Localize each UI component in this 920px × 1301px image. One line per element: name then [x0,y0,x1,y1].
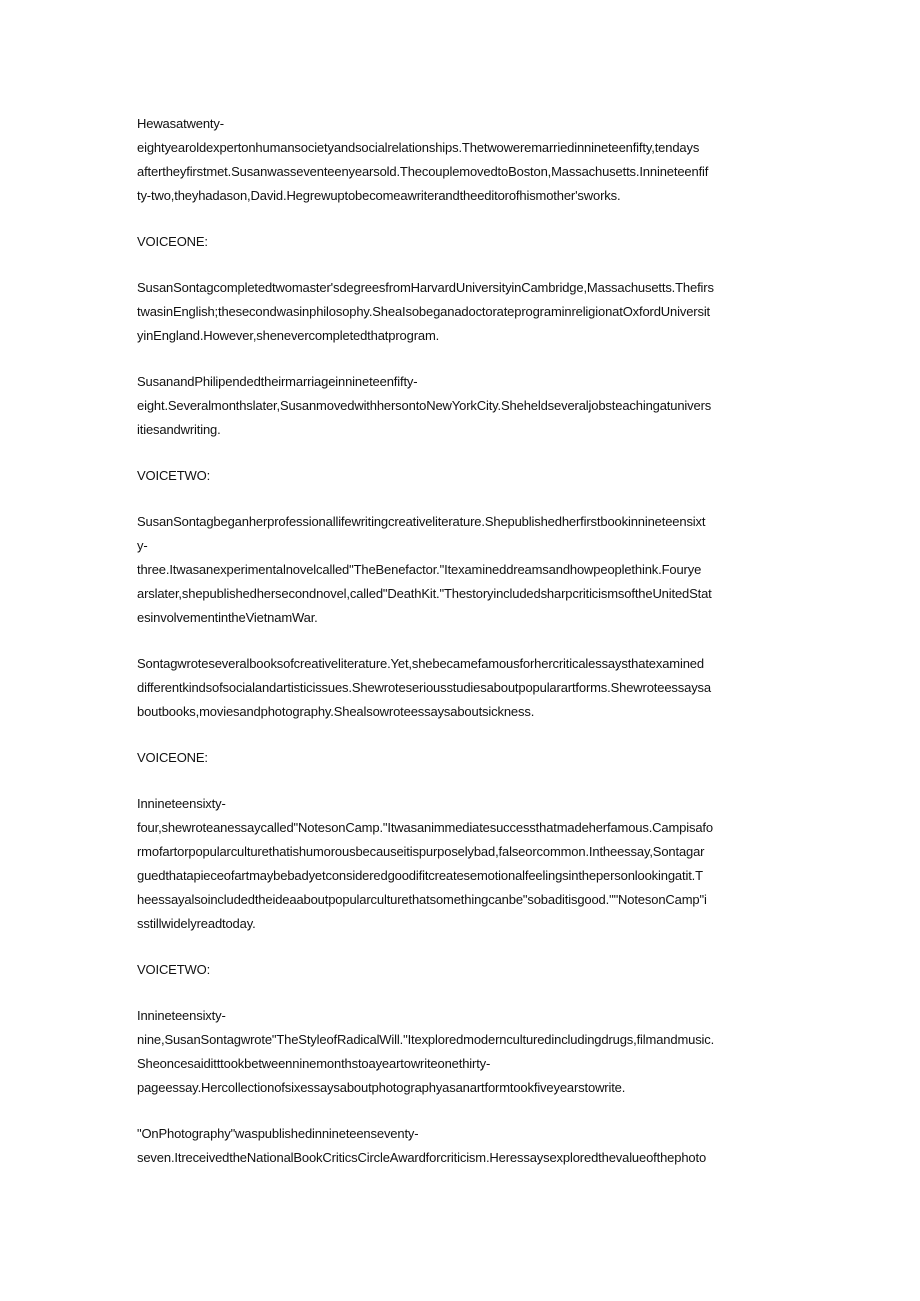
paragraph-divorce [137,370,787,442]
speaker-label-voice-two [137,464,787,488]
text-line: pageessay.Hercollectionofsixessaysaboutphotographyasanartformtookfiveyearstowrite. [137,1080,626,1095]
speaker-label-voice-one [137,230,787,254]
paragraph-marriage [137,112,787,208]
paragraph-degrees [137,276,787,348]
text-line: ty-two,theyhadason,David.Hegrewuptobecomeawriterandtheeditorofhismother'sworks. [137,188,621,203]
text-line: Sheoncesaiditttookbetweenninemonthstoayeartowriteonethirty- [137,1056,491,1071]
text-line: guedthatapieceofartmaybebadyetconsideredgoodifitcreatesemotionalfeelingsinthepersonlookingatit.T [137,868,703,883]
speaker-text: VOICEONE: [137,750,208,765]
speaker-label-voice-two [137,958,787,982]
speaker-text: VOICETWO: [137,468,211,483]
text-line: differentkindsofsocialandartisticissues.Shewroteseriousstudiesaboutpopularartforms.Shewroteessaysa [137,680,711,695]
text-line: Innineteensixty- [137,1008,226,1023]
text-line: three.Itwasanexperimentalnovelcalled"TheBenefactor."Itexamineddreamsandhowpeoplethink.Fourye [137,562,702,577]
text-line: yinEngland.However,shenevercompletedthatprogram. [137,328,440,343]
speaker-label-voice-one [137,746,787,770]
text-line: eightyearoldexpertonhumansocietyandsocialrelationships.Thetwoweremarriedinnineteenfifty,tendays [137,140,700,155]
document-body [137,112,787,1192]
text-line: aftertheyfirstmet.Susanwasseventeenyearsold.ThecouplemovedtoBoston,Massachusetts.Innineteenfif [137,164,709,179]
paragraph-on-photography [137,1122,787,1170]
text-line: rmofartorpopularculturethatishumorousbecauseitispurposelybad,falseorcommon.Intheessay,Sontagar [137,844,705,859]
text-line: Hewasatwenty- [137,116,224,131]
text-line: "OnPhotography"waspublishedinnineteenseventy- [137,1126,419,1141]
text-line: sstillwidelyreadtoday. [137,916,256,931]
text-line: nine,SusanSontagwrote"TheStyleofRadicalWill."Itexploredmodernculturedincludingdrugs,filmandmusic. [137,1032,715,1047]
text-line: twasinEnglish;thesecondwasinphilosophy.SheaIsobeganadoctorateprograminreligionatOxfordUniversit [137,304,711,319]
text-line: SusanSontagcompletedtwomaster'sdegreesfromHarvardUniversityinCambridge,Massachusetts.Thefirs [137,280,714,295]
text-line: seven.ItreceivedtheNationalBookCriticsCircleAwardforcriticism.Heressaysexploredthevalueofthephoto [137,1150,707,1165]
text-line: SusanSontagbeganherprofessionallifewritingcreativeliterature.Shepublishedherfirstbookinnineteensixt [137,514,706,529]
text-line: heessayalsoincludedtheideaaboutpopularculturethatsomethingcanbe"sobaditisgood.""NotesonCamp"i [137,892,707,907]
text-line: boutbooks,moviesandphotography.Shealsowroteessaysaboutsickness. [137,704,535,719]
text-line: esinvolvementintheVietnamWar. [137,610,318,625]
text-line: four,shewroteanessaycalled"NotesonCamp."Itwasanimmediatesuccessthatmadeherfamous.Campisafo [137,820,713,835]
text-line: y- [137,538,148,553]
text-line: eight.Severalmonthslater,SusanmovedwithhersontoNewYorkCity.Sheheldseveraljobsteachingatunivers [137,398,712,413]
text-line: arslater,shepublishedhersecondnovel,called"DeathKit."ThestoryincludedsharpcriticismsoftheUnitedStat [137,586,712,601]
text-line: itiesandwriting. [137,422,221,437]
speaker-text: VOICETWO: [137,962,211,977]
paragraph-novels [137,510,787,630]
text-line: Innineteensixty- [137,796,226,811]
text-line: Sontagwroteseveralbooksofcreativeliterature.Yet,shebecamefamousforhercriticalessaysthatexamined [137,656,704,671]
paragraph-notes-on-camp [137,792,787,936]
paragraph-essays [137,652,787,724]
paragraph-radical-will [137,1004,787,1100]
text-line: SusanandPhilipendedtheirmarriageinnineteenfifty- [137,374,418,389]
speaker-text: VOICEONE: [137,234,208,249]
